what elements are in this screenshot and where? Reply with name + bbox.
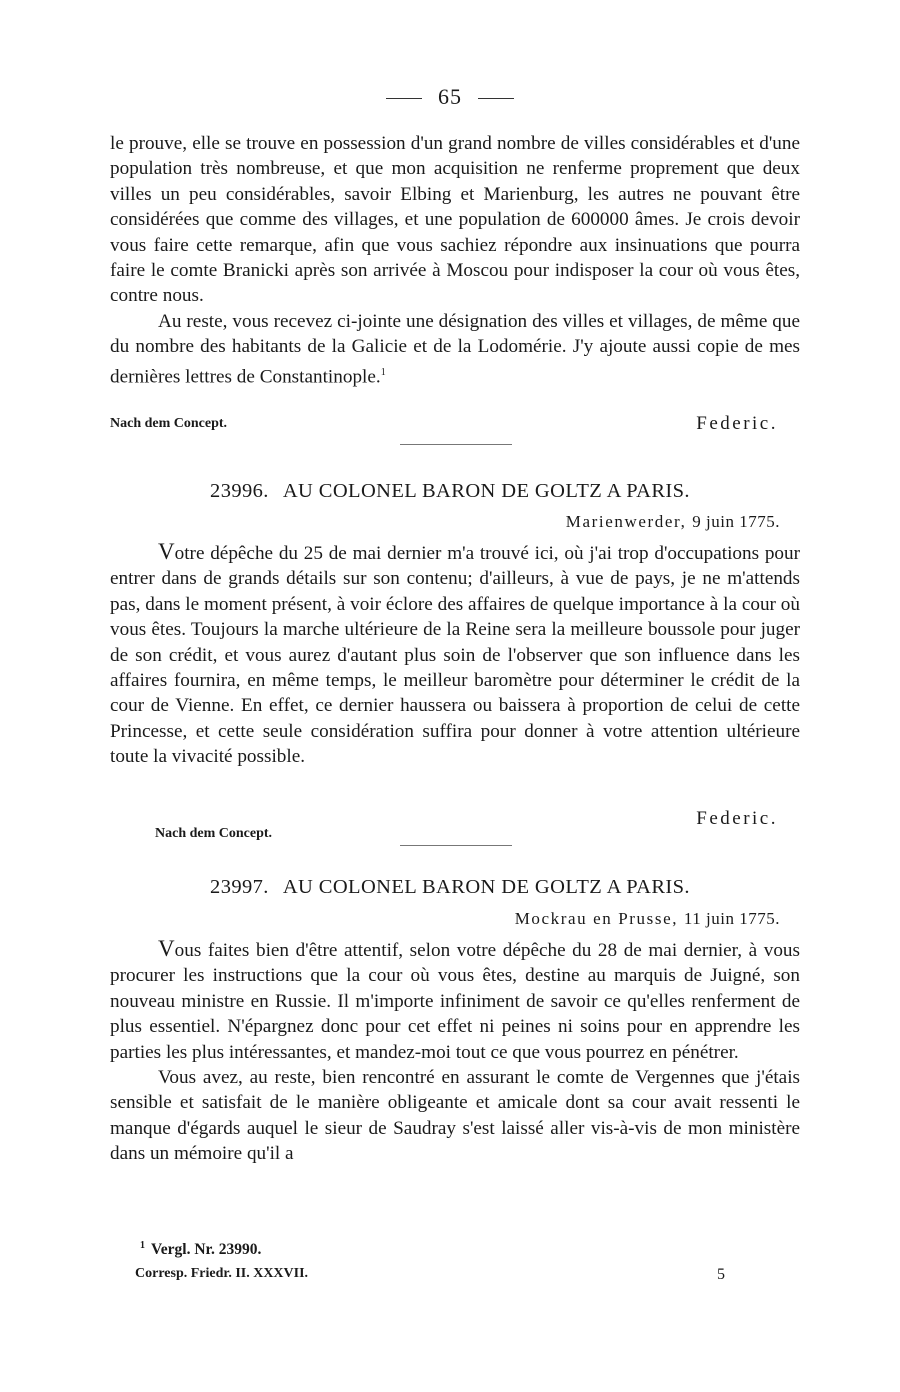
letter1-place: Marienwerder,: [565, 512, 687, 531]
letter2-number: 23997.: [210, 876, 269, 898]
letter2-heading: [0, 876, 900, 899]
running-head: [0, 84, 900, 110]
section1-paragraph-2: [110, 309, 800, 390]
section1-source-note: Nach dem Concept.: [110, 416, 228, 431]
page-number: 65: [438, 84, 462, 109]
page-footer: [135, 1266, 725, 1282]
letter2-title: AU COLONEL BARON DE GOLTZ A PARIS.: [282, 876, 690, 898]
separator-rule-1: [400, 444, 512, 445]
footnote-marker: 1: [140, 1240, 145, 1251]
letter2-date: 11 juin 1775.: [683, 909, 780, 928]
letter1-number: 23996.: [210, 480, 269, 502]
letter1-signature: Federic.: [696, 808, 778, 829]
section1-text: [110, 131, 800, 389]
letter1-heading: [0, 480, 900, 503]
section1-paragraph-1: le prouve, elle se trouve en possession d'un grand nombre de villes considérables et d'une population très nombreuse, et que mon acquisition ne renferme proprement que deux villes un peu considérables, savoir Elbing et Marienburg, les autres ne pouvant être considérées que comme des villages, et une population de 600000 âmes. Je crois devoir vous faire cette remarque, afin que vous sachiez répondre aux insinuations que pourra faire le comte Branicki après son arrivée à Moscou pour indisposer la cour où vous êtes, contre nous.: [110, 133, 800, 307]
footer-collection: Corresp. Friedr. II. XXXVII.: [135, 1266, 309, 1281]
section1-paragraph-2-text: Au reste, vous recevez ci-jointe une désignation des villes et villages, de même que du nombre des habitants de la Galicie et de la Lodomérie. J'y ajoute aussi copie de mes dernières lettres de Constantinople.: [110, 310, 800, 388]
letter2-place: Mockrau en Prusse,: [514, 909, 679, 928]
letter1-dateline: [566, 512, 780, 532]
letter2-paragraph-1: [110, 936, 800, 1065]
footer-signature-mark: 5: [717, 1266, 725, 1283]
footnote-text: Vergl. Nr. 23990.: [151, 1241, 262, 1259]
letter1-date: 9 juin 1775.: [692, 512, 780, 531]
separator-rule-2: [400, 845, 512, 846]
footnote-ref: 1: [380, 366, 386, 378]
letter2-body1-text: ous faites bien d'être attentif, selon votre dépêche du 28 de mai dernier, à vous procurer les instructions que la cour où vous êtes, destine au marquis de Juigné, son nouveau ministre en Russie. Il m'importe infiniment de savoir ce qu'elles renferment de plus essentiel. N'épargnez donc pour cet effet ni peines ni soins pour en apprendre les parties les plus intéressantes, et mandez-moi tout ce que vous pourrez en pénétrer.: [110, 940, 800, 1063]
letter1-body: [110, 539, 800, 770]
letter1-paragraph: [110, 539, 800, 770]
letter2-dropcap: V: [158, 936, 175, 961]
letter1-source-note: Nach dem Concept.: [155, 826, 273, 841]
header-dash-right: [478, 98, 514, 99]
letter2-paragraph-2: Vous avez, au reste, bien rencontré en assurant le comte de Vergennes que j'étais sensible et satisfait de le manière obligeante et amicale dont sa cour avait ressenti le manque d'égards auquel le sieur de Saudray s'est laissé aller vis-à-vis de mon ministère dans un mémoire qu'il a: [110, 1067, 800, 1165]
letter1-dropcap: V: [158, 539, 175, 564]
letter2-dateline: [515, 909, 780, 929]
footnote: [140, 1240, 261, 1259]
header-dash-left: [386, 98, 422, 99]
letter1-title: AU COLONEL BARON DE GOLTZ A PARIS.: [282, 480, 690, 502]
letter2-body: [110, 936, 800, 1167]
section1-signature: Federic.: [696, 413, 778, 434]
letter1-body-text: otre dépêche du 25 de mai dernier m'a trouvé ici, où j'ai trop d'occupations pour entrer dans de grands détails sur son contenu; d'ailleurs, à vue de pays, je ne m'attends pas, dans le moment présent, à voir éclore des affaires de quelque importance à la cour où vous êtes. Toujours la marche ultérieure de la Reine sera la meilleure boussole pour juger de son crédit, et vous aurez d'autant plus soin de l'observer que son influence dans les affaires fournira, en même temps, le meilleur baromètre pour déterminer le crédit de la cour de Vienne. En effet, ce dernier haussera ou baissera à proportion de celui de cette Princesse, et cette seule considération suffira pour donner à votre attention ultérieure toute la vivacité possible.: [110, 543, 800, 768]
